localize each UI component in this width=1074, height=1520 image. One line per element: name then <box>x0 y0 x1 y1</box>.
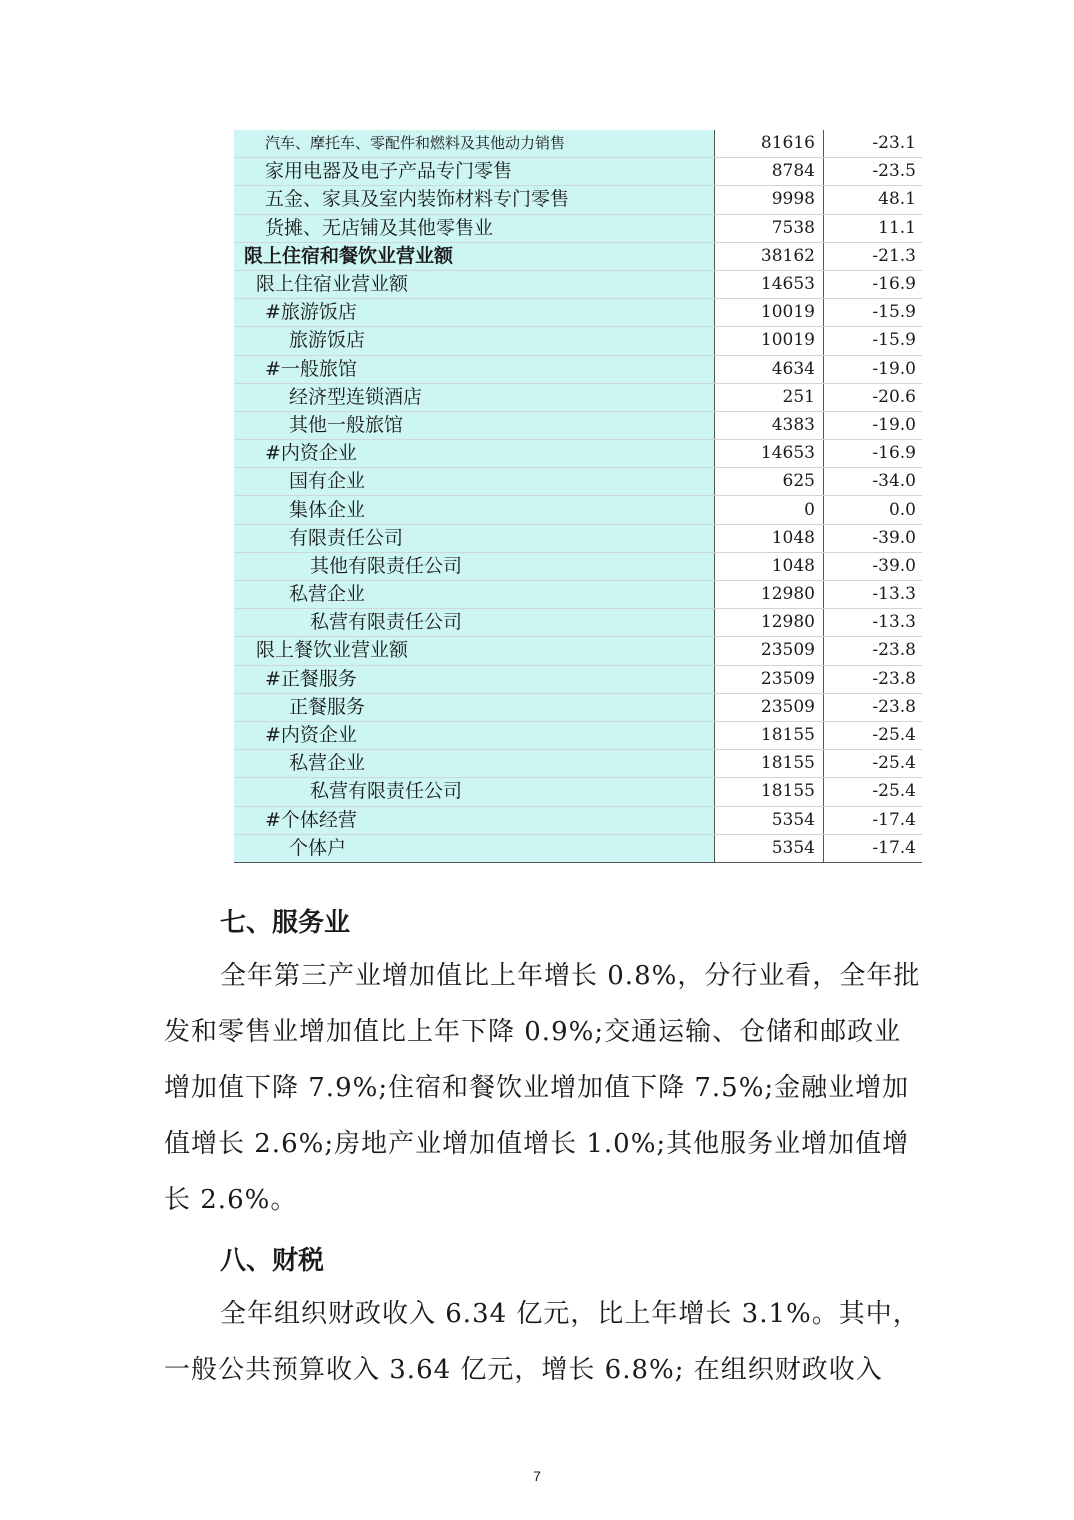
table-row <box>234 355 922 383</box>
row-value: 10019 <box>715 327 824 355</box>
table-row <box>234 186 922 214</box>
row-label: 限上住宿和餐饮业营业额 <box>234 242 715 270</box>
row-growth-rate: -13.3 <box>824 581 923 609</box>
table-row <box>234 834 922 862</box>
table-row <box>234 299 922 327</box>
row-value: 625 <box>715 468 824 496</box>
section-8-paragraph: 全年组织财政收入 6.34 亿元，比上年增长 3.1%。其中，一般公共预算收入 3.64 亿元，增长 6.8%; 在组织财政收入 <box>164 1299 920 1385</box>
row-growth-rate: -16.9 <box>824 270 923 298</box>
row-value: 1048 <box>715 524 824 552</box>
row-growth-rate: 0.0 <box>824 496 923 524</box>
table-row <box>234 214 922 242</box>
row-value: 8784 <box>715 158 824 186</box>
row-label: 其他一般旅馆 <box>234 411 715 439</box>
row-value: 18155 <box>715 750 824 778</box>
row-value: 5354 <box>715 834 824 862</box>
table-row <box>234 750 922 778</box>
section-8-heading: 八、财税 <box>220 1246 325 1276</box>
row-growth-rate: -21.3 <box>824 242 923 270</box>
table-row <box>234 637 922 665</box>
row-growth-rate: -15.9 <box>824 299 923 327</box>
row-label: 正餐服务 <box>234 693 715 721</box>
row-label: 旅游饭店 <box>234 327 715 355</box>
section-7-heading: 七、服务业 <box>220 908 351 938</box>
row-label: 五金、家具及室内装饰材料专门零售 <box>234 186 715 214</box>
row-growth-rate: -23.5 <box>824 158 923 186</box>
row-label: 经济型连锁酒店 <box>234 383 715 411</box>
row-label: 私营有限责任公司 <box>234 609 715 637</box>
row-label: 国有企业 <box>234 468 715 496</box>
table-row <box>234 242 922 270</box>
row-label: #内资企业 <box>234 721 715 749</box>
row-growth-rate: -15.9 <box>824 327 923 355</box>
statistics-table <box>234 130 922 863</box>
row-growth-rate: -23.8 <box>824 637 923 665</box>
row-label: 汽车、摩托车、零配件和燃料及其他动力销售 <box>234 130 715 158</box>
page-number: 7 <box>533 1468 541 1484</box>
row-growth-rate: -17.4 <box>824 834 923 862</box>
row-value: 38162 <box>715 242 824 270</box>
table-row <box>234 411 922 439</box>
row-label: #个体经营 <box>234 806 715 834</box>
row-label: 私营企业 <box>234 581 715 609</box>
row-value: 14653 <box>715 440 824 468</box>
row-growth-rate: -39.0 <box>824 524 923 552</box>
row-label: 货摊、无店铺及其他零售业 <box>234 214 715 242</box>
row-growth-rate: -13.3 <box>824 609 923 637</box>
table-row <box>234 496 922 524</box>
row-growth-rate: 11.1 <box>824 214 923 242</box>
row-label: 有限责任公司 <box>234 524 715 552</box>
row-growth-rate: -39.0 <box>824 552 923 580</box>
row-growth-rate: -25.4 <box>824 750 923 778</box>
row-value: 81616 <box>715 130 824 158</box>
row-value: 4634 <box>715 355 824 383</box>
row-value: 18155 <box>715 778 824 806</box>
table-row <box>234 158 922 186</box>
row-label: 限上餐饮业营业额 <box>234 637 715 665</box>
row-value: 9998 <box>715 186 824 214</box>
row-value: 12980 <box>715 581 824 609</box>
row-value: 23509 <box>715 637 824 665</box>
row-label: #正餐服务 <box>234 665 715 693</box>
row-value: 1048 <box>715 552 824 580</box>
row-growth-rate: -25.4 <box>824 721 923 749</box>
row-growth-rate: 48.1 <box>824 186 923 214</box>
table-row <box>234 270 922 298</box>
row-growth-rate: -23.1 <box>824 130 923 158</box>
row-label: #一般旅馆 <box>234 355 715 383</box>
table-row <box>234 524 922 552</box>
row-value: 23509 <box>715 693 824 721</box>
row-label: #旅游饭店 <box>234 299 715 327</box>
statistics-table-body <box>234 130 922 862</box>
row-growth-rate: -19.0 <box>824 355 923 383</box>
row-label: #内资企业 <box>234 440 715 468</box>
table-row <box>234 721 922 749</box>
row-value: 10019 <box>715 299 824 327</box>
row-value: 0 <box>715 496 824 524</box>
row-value: 14653 <box>715 270 824 298</box>
row-value: 4383 <box>715 411 824 439</box>
table-row <box>234 778 922 806</box>
row-value: 251 <box>715 383 824 411</box>
table-row <box>234 552 922 580</box>
table-row <box>234 693 922 721</box>
row-label: 集体企业 <box>234 496 715 524</box>
row-growth-rate: -34.0 <box>824 468 923 496</box>
row-value: 5354 <box>715 806 824 834</box>
table-row <box>234 327 922 355</box>
row-growth-rate: -23.8 <box>824 665 923 693</box>
table-row <box>234 383 922 411</box>
row-value: 23509 <box>715 665 824 693</box>
table-row <box>234 581 922 609</box>
row-growth-rate: -23.8 <box>824 693 923 721</box>
row-growth-rate: -20.6 <box>824 383 923 411</box>
row-label: 私营有限责任公司 <box>234 778 715 806</box>
row-label: 其他有限责任公司 <box>234 552 715 580</box>
row-growth-rate: -17.4 <box>824 806 923 834</box>
row-value: 12980 <box>715 609 824 637</box>
table-row <box>234 609 922 637</box>
row-growth-rate: -25.4 <box>824 778 923 806</box>
row-value: 18155 <box>715 721 824 749</box>
row-growth-rate: -16.9 <box>824 440 923 468</box>
row-label: 私营企业 <box>234 750 715 778</box>
table-row <box>234 130 922 158</box>
table-row <box>234 440 922 468</box>
table-row <box>234 468 922 496</box>
row-value: 7538 <box>715 214 824 242</box>
section-7-paragraph: 全年第三产业增加值比上年增长 0.8%，分行业看，全年批发和零售业增加值比上年下降 0.9%;交通运输、仓储和邮政业增加值下降 7.9%;住宿和餐饮业增加值下降 7.5%;金融业增加值增长 2.6%;房地产业增加值增长 1.0%;其他服务业增加值增长 2.6%。 <box>164 961 921 1215</box>
row-label: 限上住宿业营业额 <box>234 270 715 298</box>
table-row <box>234 665 922 693</box>
row-label: 个体户 <box>234 834 715 862</box>
row-label: 家用电器及电子产品专门零售 <box>234 158 715 186</box>
table-row <box>234 806 922 834</box>
row-growth-rate: -19.0 <box>824 411 923 439</box>
